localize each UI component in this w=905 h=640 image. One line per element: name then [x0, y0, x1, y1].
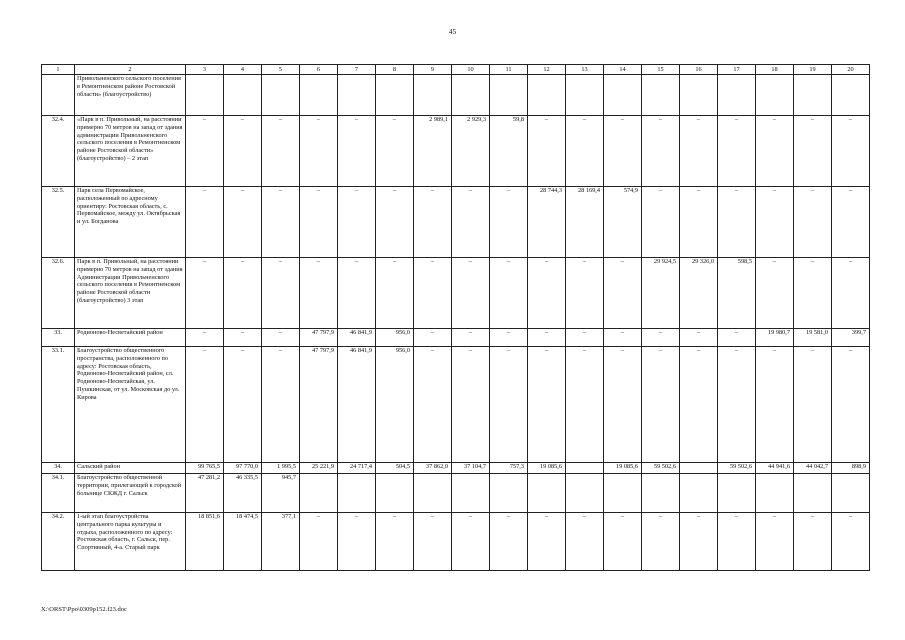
value-cell: –: [566, 347, 604, 463]
column-header: 12: [528, 65, 566, 75]
value-cell: –: [452, 513, 490, 571]
row-number: 34.2.: [42, 513, 75, 571]
value-cell: [756, 474, 794, 513]
value-cell: [300, 474, 338, 513]
value-cell: [566, 474, 604, 513]
value-cell: [528, 474, 566, 513]
value-cell: 945,7: [262, 474, 300, 513]
value-cell: –: [528, 347, 566, 463]
value-cell: –: [718, 347, 756, 463]
value-cell: –: [604, 116, 642, 187]
value-cell: 99 765,5: [186, 463, 224, 474]
value-cell: –: [224, 329, 262, 347]
column-header: 3: [186, 65, 224, 75]
value-cell: 18 474,5: [224, 513, 262, 571]
value-cell: –: [604, 258, 642, 329]
value-cell: –: [718, 329, 756, 347]
page-number: 45: [448, 27, 457, 36]
value-cell: 97 770,0: [224, 463, 262, 474]
column-header: 4: [224, 65, 262, 75]
value-cell: –: [756, 513, 794, 571]
column-header: 17: [718, 65, 756, 75]
value-cell: 46 841,9: [338, 347, 376, 463]
value-cell: –: [832, 187, 870, 258]
value-cell: [680, 463, 718, 474]
value-cell: [414, 75, 452, 116]
value-cell: –: [338, 258, 376, 329]
value-cell: 19 581,0: [794, 329, 832, 347]
column-header: 7: [338, 65, 376, 75]
value-cell: 59,8: [490, 116, 528, 187]
value-cell: 37 862,0: [414, 463, 452, 474]
value-cell: 18 851,6: [186, 513, 224, 571]
value-cell: 956,0: [376, 329, 414, 347]
value-cell: –: [186, 116, 224, 187]
value-cell: –: [604, 513, 642, 571]
table-row: [42, 474, 870, 513]
value-cell: [186, 75, 224, 116]
value-cell: –: [300, 513, 338, 571]
row-name: Благоустройство общественного пространства, расположенного по адресу: Ростовская область, Родионово-Несветайский район, сл. Родионово-Несветайская, ул. Пушкинская, от ул. Московская до ул. Кирова: [75, 347, 186, 463]
row-name: Парк села Первомайское, расположенный по адресному ориентиру: Ростовская область, с. Первомайское, между ул. Октябрьская и ул. Богданова: [75, 187, 186, 258]
value-cell: –: [262, 116, 300, 187]
value-cell: 504,5: [376, 463, 414, 474]
value-cell: 44 941,6: [756, 463, 794, 474]
value-cell: [490, 474, 528, 513]
value-cell: 37 104,7: [452, 463, 490, 474]
table-row: [42, 347, 870, 463]
value-cell: [262, 75, 300, 116]
value-cell: –: [414, 347, 452, 463]
row-name: Сальский район: [75, 463, 186, 474]
column-header: 18: [756, 65, 794, 75]
row-number: 34.: [42, 463, 75, 474]
value-cell: 28 169,4: [566, 187, 604, 258]
table-row: [42, 258, 870, 329]
value-cell: 956,0: [376, 347, 414, 463]
value-cell: –: [452, 258, 490, 329]
budget-table: [41, 64, 870, 571]
value-cell: –: [338, 187, 376, 258]
value-cell: –: [338, 513, 376, 571]
value-cell: –: [186, 329, 224, 347]
value-cell: 29 326,0: [680, 258, 718, 329]
value-cell: 29 924,5: [642, 258, 680, 329]
value-cell: [452, 474, 490, 513]
value-cell: –: [262, 258, 300, 329]
column-header: 10: [452, 65, 490, 75]
value-cell: [338, 474, 376, 513]
value-cell: –: [794, 116, 832, 187]
value-cell: 46 841,9: [338, 329, 376, 347]
value-cell: –: [414, 513, 452, 571]
value-cell: [718, 474, 756, 513]
column-header: 2: [75, 65, 186, 75]
value-cell: –: [756, 187, 794, 258]
row-name: Привольненского сельского поселения в Ремонтненском районе Ростовской области» (благоустройство): [75, 75, 186, 116]
table-row: [42, 75, 870, 116]
footer-file-path: X:\ORST\Ppo\0309p152.f23.doc: [41, 606, 127, 613]
value-cell: –: [832, 258, 870, 329]
value-cell: [794, 474, 832, 513]
value-cell: –: [528, 116, 566, 187]
value-cell: –: [490, 187, 528, 258]
value-cell: [414, 474, 452, 513]
value-cell: 44 042,7: [794, 463, 832, 474]
value-cell: –: [414, 329, 452, 347]
value-cell: 59 502,6: [642, 463, 680, 474]
value-cell: [680, 75, 718, 116]
value-cell: –: [566, 329, 604, 347]
value-cell: –: [642, 187, 680, 258]
value-cell: –: [680, 187, 718, 258]
value-cell: [224, 75, 262, 116]
value-cell: –: [186, 347, 224, 463]
value-cell: –: [566, 258, 604, 329]
value-cell: –: [262, 347, 300, 463]
value-cell: [376, 474, 414, 513]
value-cell: –: [528, 329, 566, 347]
value-cell: –: [490, 347, 528, 463]
value-cell: –: [756, 116, 794, 187]
value-cell: –: [376, 187, 414, 258]
value-cell: 24 717,4: [338, 463, 376, 474]
value-cell: 757,3: [490, 463, 528, 474]
value-cell: –: [300, 116, 338, 187]
value-cell: –: [604, 347, 642, 463]
value-cell: –: [832, 116, 870, 187]
column-header: 1: [42, 65, 75, 75]
value-cell: –: [490, 329, 528, 347]
value-cell: –: [262, 187, 300, 258]
value-cell: 377,1: [262, 513, 300, 571]
column-header: 20: [832, 65, 870, 75]
value-cell: [300, 75, 338, 116]
value-cell: 19 980,7: [756, 329, 794, 347]
table-row: [42, 513, 870, 571]
column-header: 5: [262, 65, 300, 75]
value-cell: [718, 75, 756, 116]
value-cell: –: [794, 187, 832, 258]
value-cell: –: [566, 116, 604, 187]
column-header: 9: [414, 65, 452, 75]
row-number: 33.1.: [42, 347, 75, 463]
value-cell: 2 989,1: [414, 116, 452, 187]
table-row: [42, 116, 870, 187]
value-cell: –: [452, 329, 490, 347]
value-cell: [756, 75, 794, 116]
value-cell: 47 281,2: [186, 474, 224, 513]
value-cell: 2 929,3: [452, 116, 490, 187]
row-number: 32.4.: [42, 116, 75, 187]
value-cell: –: [338, 116, 376, 187]
value-cell: 19 085,6: [528, 463, 566, 474]
column-header: 19: [794, 65, 832, 75]
value-cell: –: [756, 258, 794, 329]
value-cell: 28 744,3: [528, 187, 566, 258]
value-cell: –: [490, 513, 528, 571]
value-cell: –: [642, 347, 680, 463]
value-cell: –: [718, 513, 756, 571]
value-cell: –: [794, 258, 832, 329]
column-header: 15: [642, 65, 680, 75]
value-cell: –: [642, 329, 680, 347]
value-cell: –: [490, 258, 528, 329]
row-number: 32.5.: [42, 187, 75, 258]
column-header: 6: [300, 65, 338, 75]
value-cell: [376, 75, 414, 116]
table-header-row: [42, 65, 870, 75]
column-header: 11: [490, 65, 528, 75]
value-cell: –: [794, 347, 832, 463]
value-cell: –: [566, 513, 604, 571]
value-cell: 47 797,9: [300, 329, 338, 347]
value-cell: 574,9: [604, 187, 642, 258]
value-cell: [604, 75, 642, 116]
column-header: 13: [566, 65, 604, 75]
value-cell: [832, 75, 870, 116]
value-cell: –: [680, 513, 718, 571]
value-cell: –: [414, 187, 452, 258]
value-cell: [490, 75, 528, 116]
value-cell: –: [832, 347, 870, 463]
value-cell: –: [414, 258, 452, 329]
value-cell: –: [642, 116, 680, 187]
table-row: [42, 187, 870, 258]
column-header: 16: [680, 65, 718, 75]
value-cell: [604, 474, 642, 513]
value-cell: –: [452, 347, 490, 463]
value-cell: 399,7: [832, 329, 870, 347]
value-cell: –: [528, 258, 566, 329]
value-cell: –: [186, 187, 224, 258]
value-cell: 47 797,9: [300, 347, 338, 463]
value-cell: –: [680, 347, 718, 463]
value-cell: –: [680, 329, 718, 347]
value-cell: –: [680, 116, 718, 187]
value-cell: 598,5: [718, 258, 756, 329]
value-cell: 25 221,9: [300, 463, 338, 474]
row-name: 1-ый этап благоустройства центрального парка культуры и отдыха, расположенного по адресу: Ростовская область, г. Сальск, пер. Спортивный, 4-а. Старый парк: [75, 513, 186, 571]
value-cell: –: [528, 513, 566, 571]
row-name: Благоустройство общественной территории, прилегающей к городской больнице СКЖД г. Сальск: [75, 474, 186, 513]
row-name: Парк в п. Привольный, на расстоянии примерно 70 метров на запад от здания Администрации Привольненского сельского поселения в Ремонтненском районе Ростовской области (благоустройство) 3 этап: [75, 258, 186, 329]
row-number: [42, 75, 75, 116]
value-cell: –: [376, 513, 414, 571]
value-cell: 898,9: [832, 463, 870, 474]
value-cell: –: [718, 116, 756, 187]
value-cell: 46 335,5: [224, 474, 262, 513]
value-cell: –: [186, 258, 224, 329]
value-cell: –: [224, 347, 262, 463]
value-cell: –: [604, 329, 642, 347]
value-cell: [528, 75, 566, 116]
value-cell: [832, 474, 870, 513]
row-number: 33.: [42, 329, 75, 347]
value-cell: [566, 463, 604, 474]
column-header: 14: [604, 65, 642, 75]
table-row: [42, 329, 870, 347]
value-cell: 19 085,6: [604, 463, 642, 474]
value-cell: –: [794, 513, 832, 571]
value-cell: [566, 75, 604, 116]
value-cell: –: [224, 187, 262, 258]
value-cell: –: [224, 258, 262, 329]
column-header: 8: [376, 65, 414, 75]
value-cell: [642, 75, 680, 116]
value-cell: –: [376, 116, 414, 187]
value-cell: [680, 474, 718, 513]
value-cell: –: [642, 513, 680, 571]
value-cell: –: [756, 347, 794, 463]
value-cell: [794, 75, 832, 116]
table-row: [42, 463, 870, 474]
value-cell: 59 502,6: [718, 463, 756, 474]
value-cell: [642, 474, 680, 513]
value-cell: –: [262, 329, 300, 347]
value-cell: –: [832, 513, 870, 571]
value-cell: –: [300, 258, 338, 329]
value-cell: –: [376, 258, 414, 329]
value-cell: –: [718, 187, 756, 258]
value-cell: 1 995,5: [262, 463, 300, 474]
row-number: 34.1.: [42, 474, 75, 513]
row-number: 32.6.: [42, 258, 75, 329]
value-cell: –: [300, 187, 338, 258]
row-name: «Парк в п. Привольный, на расстоянии примерно 70 метров на запад от здания администрации Привольненского сельского поселения в Ремонтненском районе Ростовской области» (благоустройство) – 2 этап: [75, 116, 186, 187]
value-cell: [338, 75, 376, 116]
row-name: Родионово-Несветайский район: [75, 329, 186, 347]
value-cell: [452, 75, 490, 116]
value-cell: –: [452, 187, 490, 258]
value-cell: –: [224, 116, 262, 187]
